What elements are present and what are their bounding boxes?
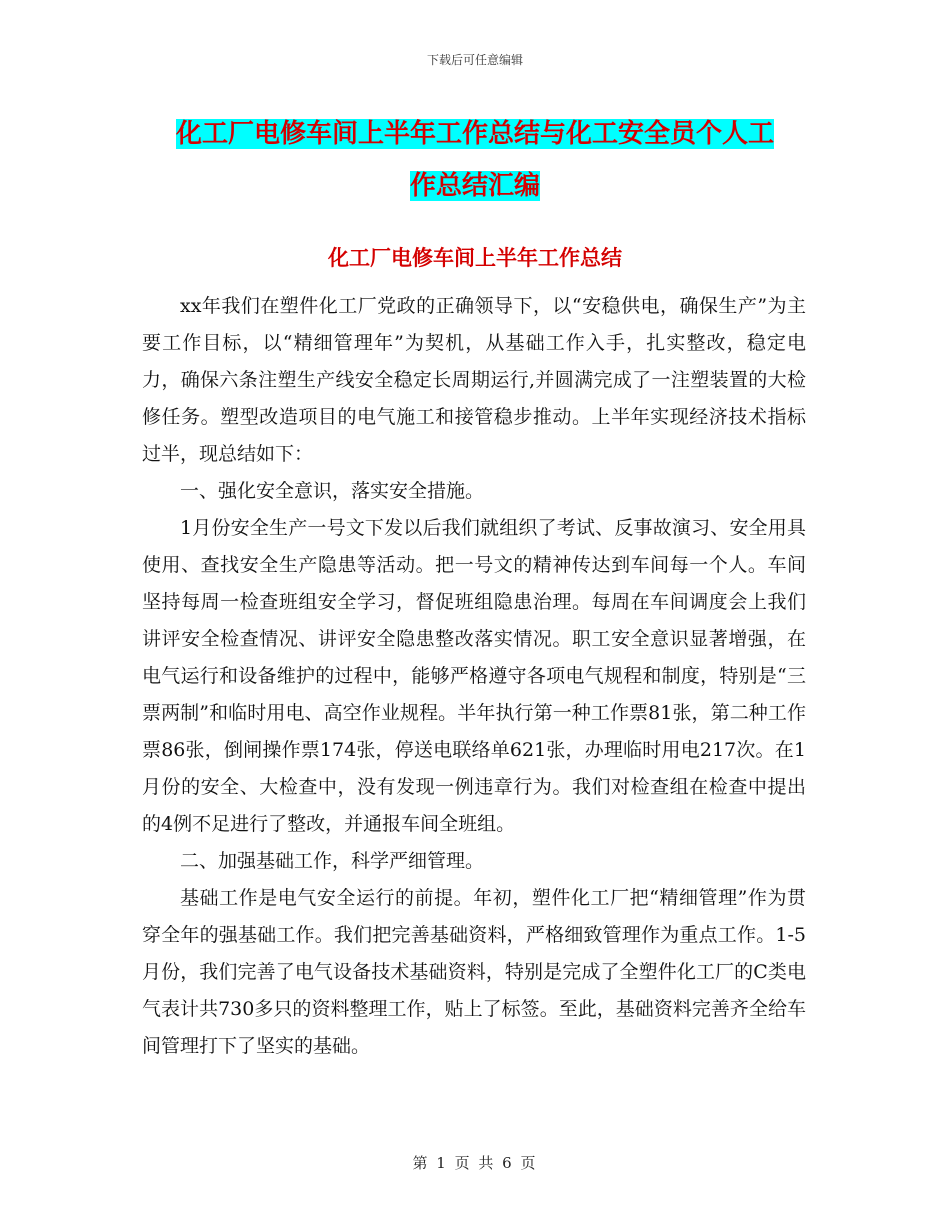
document-title-line2: 作总结汇编 [409, 171, 540, 201]
document-title-line1: 化工厂电修车间上半年工作总结与化工安全员个人工 [175, 119, 774, 149]
document-body [142, 288, 806, 1065]
paragraph-foundation: 基础工作是电气安全运行的前提。年初，塑件化工厂把“精细管理”作为贯穿全年的强基础工作。我们把完善基础资料，严格细致管理作为重点工作。1-5月份，我们完善了电气设备技术基础资料，特别是完成了全塑件化工厂的C类电气表计共730多只的资料整理工作，贴上了标签。至此，基础资料完善齐全给车间管理打下了坚实的基础。 [142, 887, 806, 1057]
document-title [120, 108, 830, 212]
paragraph-intro: xx年我们在塑件化工厂党政的正确领导下，以“安稳供电，确保生产”为主要工作目标，以“精细管理年”为契机，从基础工作入手，扎实整改，稳定电力，确保六条注塑生产线安全稳定长周期运行,并圆满完成了一注塑装置的大检修任务。塑型改造项目的电气施工和接管稳步推动。上半年实现经济技术指标过半，现总结如下： [142, 295, 806, 465]
section-title: 化工厂电修车间上半年工作总结 [328, 246, 622, 270]
paragraph-heading-1: 一、强化安全意识，落实安全措施。 [180, 480, 485, 502]
page-header-note: 下载后可任意编辑 [426, 53, 523, 67]
page-number: 第 1 页 共 6 页 [412, 1154, 538, 1172]
paragraph-safety: 1月份安全生产一号文下发以后我们就组织了考试、反事故演习、安全用具使用、查找安全生产隐患等活动。把一号文的精神传达到车间每一个人。车间坚持每周一检查班组安全学习，督促班组隐患治理。每周在车间调度会上我们讲评安全检查情况、讲评安全隐患整改落实情况。职工安全意识显著增强，在电气运行和设备维护的过程中，能够严格遵守各项电气规程和制度，特别是“三票两制”和临时用电、高空作业规程。半年执行第一种工作票81张，第二种工作票86张，倒闸操作票174张，停送电联络单621张，办理临时用电217次。在1月份的安全、大检查中，没有发现一例违章行为。我们对检查组在检查中提出的4例不足进行了整改，并通报车间全班组。 [142, 517, 806, 835]
paragraph-heading-2: 二、加强基础工作，科学严细管理。 [180, 850, 485, 872]
